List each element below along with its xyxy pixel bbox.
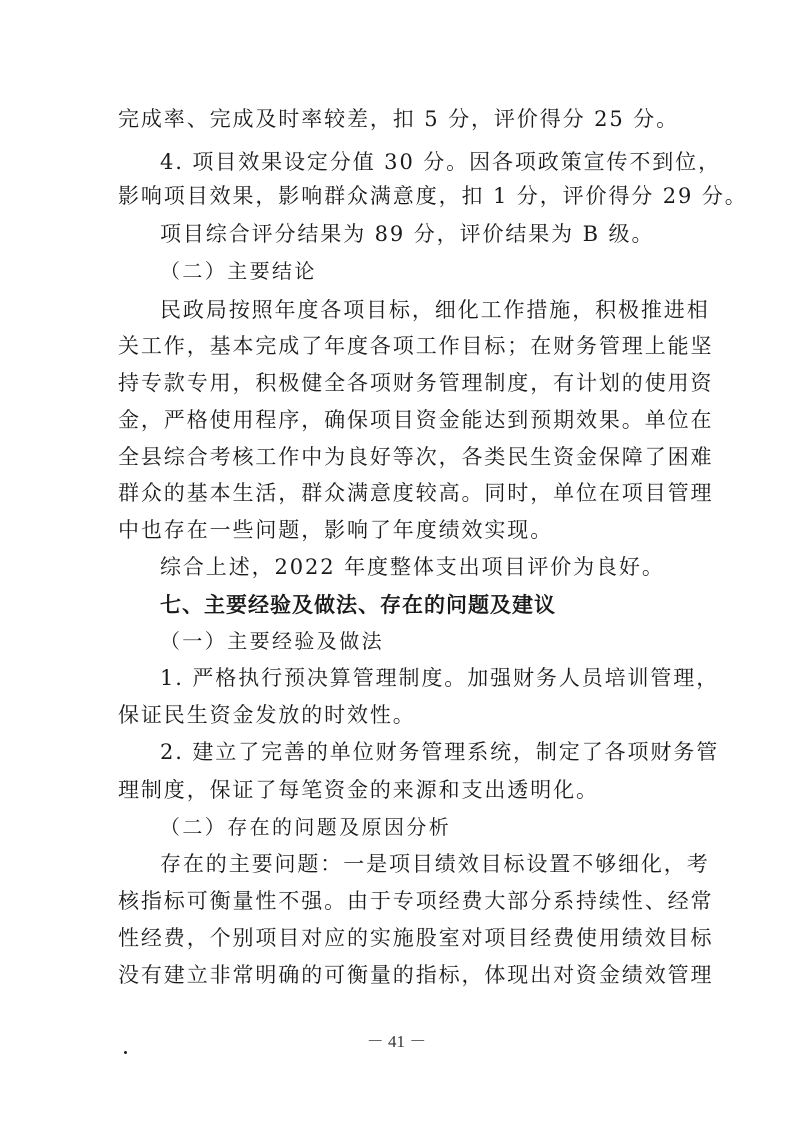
text-line-2: 4. 项目效果设定分值 30 分。因各项政策宣传不到位， bbox=[160, 150, 721, 174]
page-number: － 41 － bbox=[366, 1032, 427, 1051]
text-line-4: 项目综合评分结果为 89 分，评价结果为 B 级。 bbox=[160, 222, 655, 246]
text-line-23: 性经费，个别项目对应的实施股室对项目经费使用绩效目标 bbox=[118, 926, 714, 950]
text-line-8: 持专款专用，积极健全各项财务管理制度，有计划的使用资 bbox=[118, 371, 714, 395]
text-line-16: 1. 严格执行预决算管理制度。加强财务人员培训管理， bbox=[160, 666, 720, 690]
text-line-9: 金，严格使用程序，确保项目资金能达到预期效果。单位在 bbox=[118, 408, 714, 432]
subheading-problems-analysis: （二）存在的问题及原因分析 bbox=[160, 815, 452, 839]
text-line-24: 没有建立非常明确的可衡量的指标，体现出对资金绩效管理 bbox=[118, 963, 714, 987]
text-line-18: 2. 建立了完善的单位财务管理系统，制定了各项财务管 bbox=[160, 740, 720, 764]
text-line-21: 存在的主要问题：一是项目绩效目标设置不够细化，考 bbox=[160, 852, 710, 876]
text-line-7: 关工作，基本完成了年度各项工作目标；在财务管理上能坚 bbox=[118, 334, 714, 358]
text-line-1: 完成率、完成及时率较差，扣 5 分，评价得分 25 分。 bbox=[118, 107, 679, 131]
text-line-13: 综合上述，2022 年度整体支出项目评价为良好。 bbox=[160, 555, 665, 579]
subheading-main-conclusion: （二）主要结论 bbox=[160, 259, 317, 283]
text-line-22: 核指标可衡量性不强。由于专项经费大部分系持续性、经常 bbox=[118, 889, 714, 913]
subheading-main-experience: （一）主要经验及做法 bbox=[160, 629, 384, 653]
text-line-3: 影响项目效果，影响群众满意度，扣 1 分，评价得分 29 分。 bbox=[118, 184, 748, 208]
text-line-6: 民政局按照年度各项目标，细化工作措施，积极推进相 bbox=[160, 298, 710, 322]
margin-dot bbox=[124, 1051, 127, 1054]
section-heading-7: 七、主要经验及做法、存在的问题及建议 bbox=[160, 593, 556, 617]
text-line-17: 保证民生资金发放的时效性。 bbox=[118, 703, 416, 727]
text-line-19: 理制度，保证了每笔资金的来源和支出透明化。 bbox=[118, 778, 599, 802]
text-line-10: 全县综合考核工作中为良好等次，各类民生资金保障了困难 bbox=[118, 445, 714, 469]
text-line-11: 群众的基本生活，群众满意度较高。同时，单位在项目管理 bbox=[118, 481, 714, 505]
text-line-12: 中也存在一些问题，影响了年度绩效实现。 bbox=[118, 518, 554, 542]
